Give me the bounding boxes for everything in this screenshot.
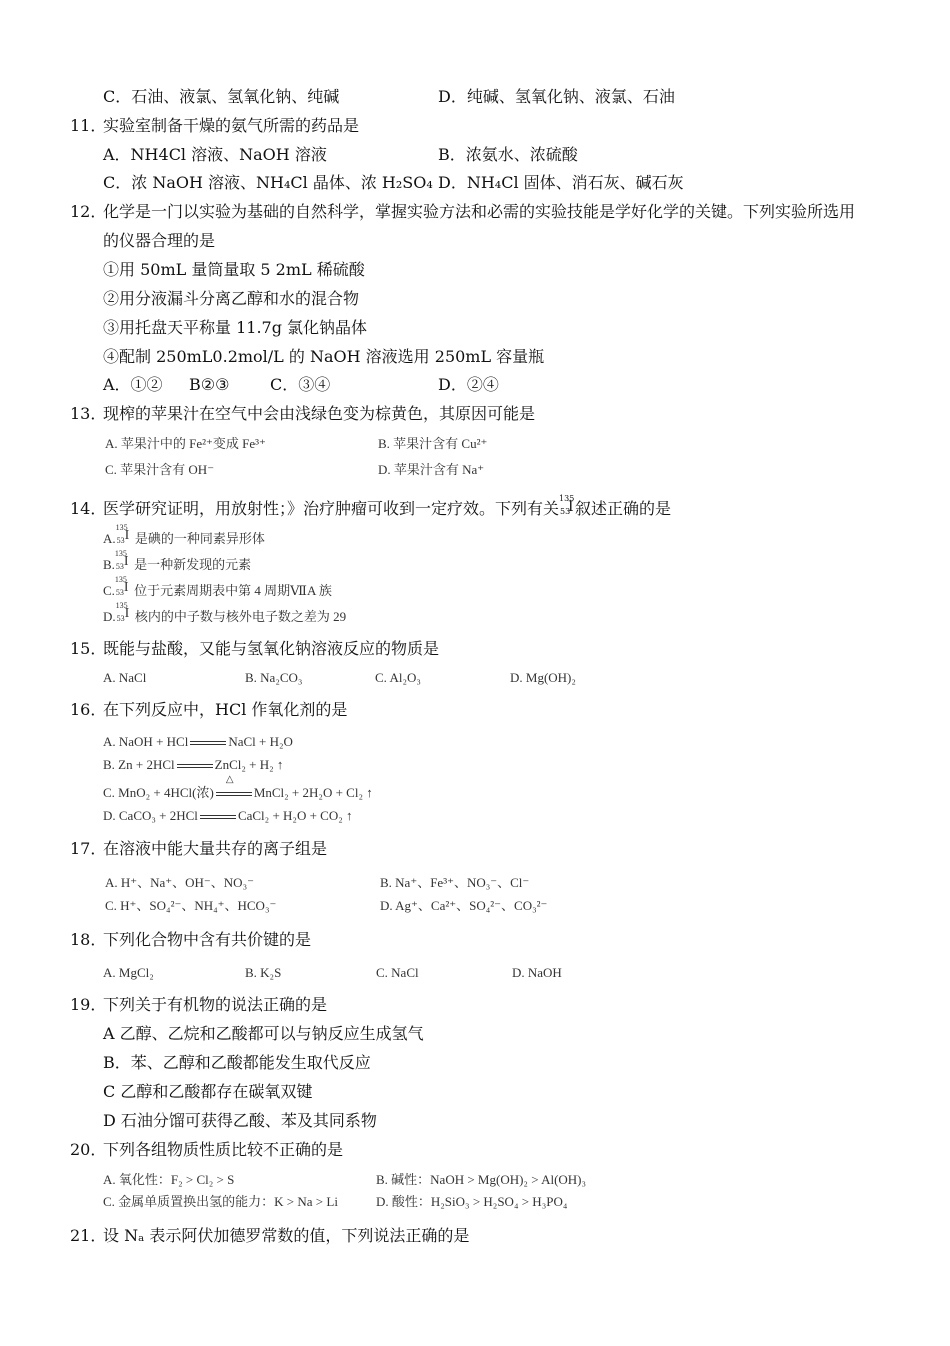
- option-a: A. NaCl: [103, 670, 147, 685]
- option-d: D. Ag⁺、Ca²⁺、SO₄²⁻、CO₃²⁻: [380, 898, 548, 913]
- option-d: D. 酸性：H₂SiO₃ > H₂SO₄ > H₃PO₄: [376, 1194, 568, 1209]
- atomic-number: 53: [115, 562, 124, 571]
- reactants: D. CaCO₃ + 2HCl: [103, 808, 198, 823]
- option-d: D 石油分馏可获得乙酸、苯及其同系物: [103, 1111, 377, 1130]
- option-b: [103, 755, 283, 775]
- question-stem: 医学研究证明，用放射性；》治疗肿瘤可收到一定疗效。下列有关: [103, 499, 560, 518]
- option-b: B. 苹果汁含有 Cu²⁺: [378, 436, 488, 451]
- option-text: 是碘的一种同素异形体: [134, 531, 265, 546]
- nuclide-symbol: [115, 523, 132, 546]
- option-d: D. Mg(OH)₂: [510, 670, 576, 685]
- option-c: C. 金属单质置换出氢的能力：K > Na > Li: [103, 1194, 338, 1209]
- question-stem: 在下列反应中，HCl 作氧化剂的是: [103, 700, 348, 719]
- item-1: ①用 50mL 量筒量取 5 2mL 稀硫酸: [103, 260, 365, 279]
- option-letter: D.: [103, 609, 116, 624]
- question-number: 18．: [70, 930, 107, 949]
- mass-number: 135: [115, 523, 128, 532]
- option-b: B②③: [189, 375, 230, 394]
- products: CaCl₂ + H₂O + CO₂ ↑: [237, 808, 353, 823]
- equals-sign: [190, 741, 226, 745]
- option-letter: C.: [103, 583, 115, 598]
- option-a: A. 氧化性：F₂ > Cl₂ > S: [103, 1172, 235, 1187]
- question-stem: 现榨的苹果汁在空气中会由浅绿色变为棕黄色，其原因可能是: [103, 404, 536, 423]
- option-a: A 乙醇、乙烷和乙酸都可以与钠反应生成氢气: [103, 1024, 424, 1043]
- option-b: [103, 549, 252, 575]
- option-d: D．NH₄Cl 固体、消石灰、碱石灰: [438, 173, 684, 192]
- option-b: B. 碱性：NaOH > Mg(OH)₂ > Al(OH)₃: [376, 1172, 587, 1187]
- element-symbol: I: [124, 528, 130, 543]
- question-number: 15．: [70, 639, 107, 658]
- equals-sign: [200, 815, 236, 819]
- option-b: B. Na⁺、Fe³⁺、NO₃⁻、Cl⁻: [380, 875, 530, 890]
- option-b: B．浓氨水、浓硫酸: [438, 145, 578, 164]
- item-4: ④配制 250mL0.2mol/L 的 NaOH 溶液选用 250mL 容量瓶: [103, 347, 545, 366]
- nuclide-symbol: [559, 494, 575, 517]
- atomic-number: 53: [116, 614, 125, 623]
- option-d-prev: D．纯碱、氢氧化钠、液氯、石油: [438, 87, 675, 106]
- element-symbol: I: [123, 554, 129, 569]
- option-c: C. H⁺、SO₄²⁻、NH₄⁺、HCO₃⁻: [105, 898, 277, 913]
- option-c: [103, 774, 373, 803]
- option-a: A. MgCl₂: [103, 965, 154, 980]
- item-3: ③用托盘天平称量 11.7g 氯化钠晶体: [103, 318, 368, 337]
- question-number: 11．: [70, 116, 107, 135]
- option-c: C 乙醇和乙酸都存在碳氧双键: [103, 1082, 313, 1101]
- equals-sign: [216, 792, 252, 796]
- question-number: 13．: [70, 404, 107, 423]
- option-letter: A.: [103, 531, 116, 546]
- products: NaCl + H₂O: [228, 734, 293, 749]
- products: MnCl₂ + 2H₂O + Cl₂ ↑: [253, 785, 373, 800]
- option-a: A．①②: [103, 375, 163, 394]
- element-symbol: I: [568, 499, 574, 515]
- element-symbol: I: [124, 606, 130, 621]
- option-text: 核内的中子数与核外电子数之差为 29: [134, 609, 347, 624]
- reactants: C. MnO₂ + 4HCl(浓): [103, 785, 214, 800]
- option-c: C. 苹果汁含有 OH⁻: [105, 462, 215, 477]
- nuclide-symbol: [115, 601, 132, 624]
- option-b: B. Na₂CO₃: [245, 670, 303, 685]
- mass-number: 135: [559, 494, 575, 503]
- question-number: 12．: [70, 202, 107, 221]
- question-number: 21．: [70, 1226, 107, 1245]
- option-d: D．②④: [438, 375, 499, 394]
- option-c: C. Al₂O₃: [375, 670, 421, 685]
- question-stem-cont: 的仪器合理的是: [103, 231, 216, 250]
- option-c: C．③④: [270, 375, 331, 394]
- reactants: A. NaOH + HCl: [103, 734, 189, 749]
- option-a: A. 苹果汁中的 Fe²⁺变成 Fe³⁺: [105, 436, 266, 451]
- option-text: 位于元素周期表中第 4 周期ⅦA 族: [134, 583, 332, 598]
- question-stem: 在溶液中能大量共存的离子组是: [103, 839, 328, 858]
- option-c: C．浓 NaOH 溶液、NH₄Cl 晶体、浓 H₂SO₄: [103, 173, 433, 192]
- question-number: 19．: [70, 995, 107, 1014]
- question-number: 14．: [70, 499, 107, 518]
- question-stem-tail: 叙述正确的是: [575, 499, 672, 518]
- option-text: 是一种新发现的元素: [134, 557, 252, 572]
- option-c: C. NaCl: [376, 965, 419, 980]
- question-stem: 实验室制备干燥的氨气所需的药品是: [103, 116, 360, 135]
- question-stem: 下列各组物质性质比较不正确的是: [103, 1140, 344, 1159]
- question-stem: 下列化合物中含有共价键的是: [103, 930, 312, 949]
- option-d: D. NaOH: [512, 965, 562, 980]
- option-b: B．苯、乙醇和乙酸都能发生取代反应: [103, 1053, 371, 1072]
- question-number: 17．: [70, 839, 107, 858]
- option-c: [103, 575, 332, 601]
- option-a: A. H⁺、Na⁺、OH⁻、NO₃⁻: [105, 875, 254, 890]
- question-stem: 既能与盐酸，又能与氢氧化钠溶液反应的物质是: [103, 639, 440, 658]
- atomic-number: 53: [116, 536, 125, 545]
- question-stem: 化学是一门以实验为基础的自然科学，掌握实验方法和必需的实验技能是学好化学的关键。下列实验所选用: [103, 202, 856, 221]
- atomic-number: 53: [560, 507, 571, 516]
- mass-number: 135: [114, 549, 127, 558]
- mass-number: 135: [115, 601, 128, 610]
- question-stem: 设 Nₐ 表示阿伏加德罗常数的值，下列说法正确的是: [103, 1226, 470, 1245]
- nuclide-symbol: [114, 575, 131, 598]
- question-stem: 下列关于有机物的说法正确的是: [103, 995, 328, 1014]
- mass-number: 135: [114, 575, 127, 584]
- atomic-number: 53: [115, 588, 124, 597]
- option-d: [103, 806, 353, 826]
- item-2: ②用分液漏斗分离乙醇和水的混合物: [103, 289, 360, 308]
- option-a: [103, 523, 265, 549]
- option-letter: B.: [103, 557, 115, 572]
- question-number: 20．: [70, 1140, 107, 1159]
- option-a: [103, 732, 293, 752]
- option-c-prev: C．石油、液氯、氢氧化钠、纯碱: [103, 87, 340, 106]
- option-d: D. 苹果汁含有 Na⁺: [378, 462, 485, 477]
- nuclide-symbol: [114, 549, 131, 572]
- element-symbol: I: [123, 580, 129, 595]
- products: ZnCl₂ + H₂ ↑: [214, 757, 284, 772]
- heat-symbol: △: [225, 774, 234, 785]
- question-number: 16．: [70, 700, 107, 719]
- option-a: A．NH4Cl 溶液、NaOH 溶液: [103, 145, 327, 164]
- reactants: B. Zn + 2HCl: [103, 757, 175, 772]
- option-d: [103, 601, 347, 627]
- equals-sign: [177, 764, 213, 768]
- heat-condition: [214, 774, 254, 803]
- option-b: B. K₂S: [245, 965, 282, 980]
